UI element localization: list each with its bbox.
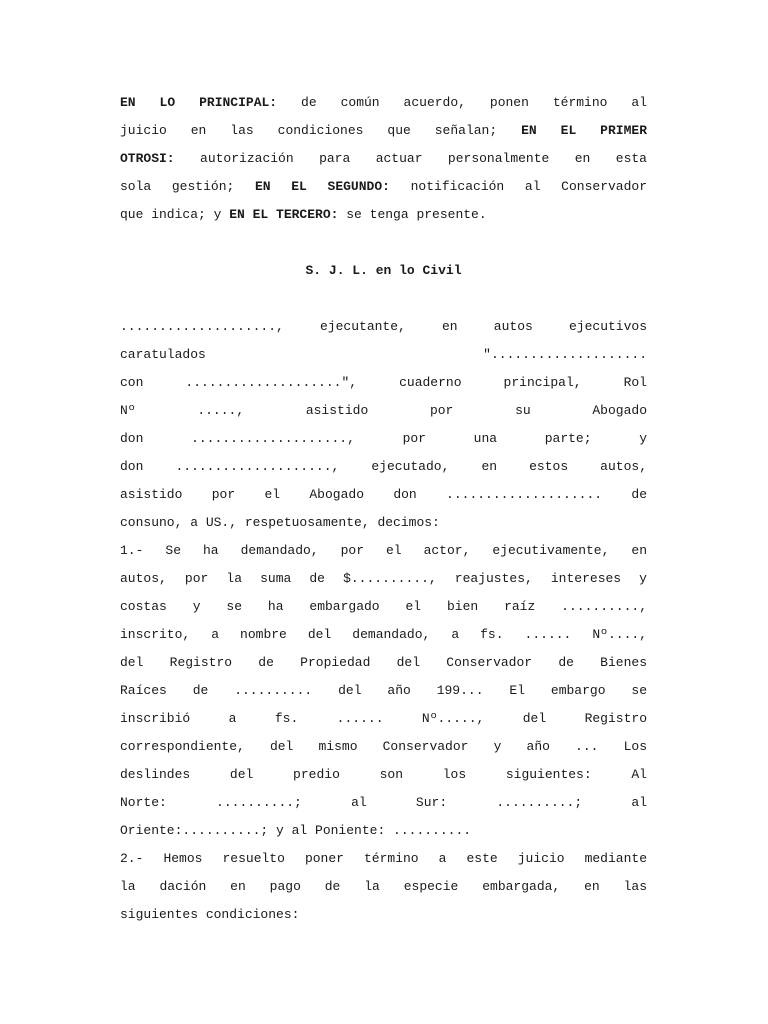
summary-line-3: [120, 145, 647, 173]
body-line: inscrito, a nombre del demandado, a fs. ...... Nº....,: [120, 627, 647, 642]
summary-heading-primer: EN EL PRIMER: [521, 123, 647, 138]
addressee-heading: S. J. L. en lo Civil: [305, 263, 462, 278]
summary-text: de común acuerdo, ponen término al: [277, 95, 647, 110]
summary-line-1: [120, 89, 647, 117]
spacer: [120, 229, 647, 257]
summary-text: se tenga presente.: [338, 207, 487, 222]
body-line: Norte: ..........; al Sur: ..........; al: [120, 795, 647, 810]
body-line: ...................., ejecutante, en autos ejecutivos: [120, 319, 647, 334]
summary-line-2: [120, 117, 647, 145]
body-line: Oriente:..........; y al Poniente: ..........: [120, 823, 472, 838]
body-line: Raíces de .......... del año 199... El embargo se: [120, 683, 647, 698]
body-line: costas y se ha embargado el bien raíz ..........,: [120, 599, 647, 614]
summary-heading-principal: EN LO PRINCIPAL:: [120, 95, 278, 110]
body-line: 2.- Hemos resuelto poner término a este juicio mediante: [120, 851, 647, 866]
body-line: inscribió a fs. ...... Nº....., del Registro: [120, 711, 647, 726]
body-line: deslindes del predio son los siguientes: Al: [120, 767, 647, 782]
spacer: [120, 285, 647, 313]
body-line: correspondiente, del mismo Conservador y año ... Los: [120, 739, 647, 754]
summary-heading-segundo: EN EL SEGUNDO:: [254, 179, 390, 194]
body-line: caratulados "....................: [120, 347, 647, 362]
body-line: consuno, a US., respetuosamente, decimos:: [120, 515, 440, 530]
body-line: siguientes condiciones:: [120, 907, 300, 922]
summary-line-4: [120, 173, 647, 201]
body-line: autos, por la suma de $.........., reajustes, intereses y: [120, 571, 647, 586]
summary-text: sola gestión;: [120, 179, 255, 194]
body-line: del Registro de Propiedad del Conservador de Bienes: [120, 655, 647, 670]
body-line: don ...................., ejecutado, en estos autos,: [120, 459, 647, 474]
body-line: con ....................", cuaderno principal, Rol: [120, 375, 647, 390]
summary-line-5: [120, 201, 647, 229]
body-line: don ...................., por una parte; y: [120, 431, 647, 446]
summary-heading-tercero: EN EL TERCERO:: [229, 207, 339, 222]
document-page: [120, 89, 647, 929]
summary-text: notificación al Conservador: [389, 179, 647, 194]
summary-text: autorización para actuar personalmente en esta: [174, 151, 647, 166]
summary-heading-otrosi: OTROSI:: [120, 151, 175, 166]
summary-text: que indica; y: [120, 207, 230, 222]
body-line: asistido por el Abogado don .................... de: [120, 487, 647, 502]
body-line: 1.- Se ha demandado, por el actor, ejecutivamente, en: [120, 543, 647, 558]
body-line: la dación en pago de la especie embargada, en las: [120, 879, 647, 894]
summary-text: juicio en las condiciones que señalan;: [120, 123, 522, 138]
body-line: Nº ....., asistido por su Abogado: [120, 403, 647, 418]
